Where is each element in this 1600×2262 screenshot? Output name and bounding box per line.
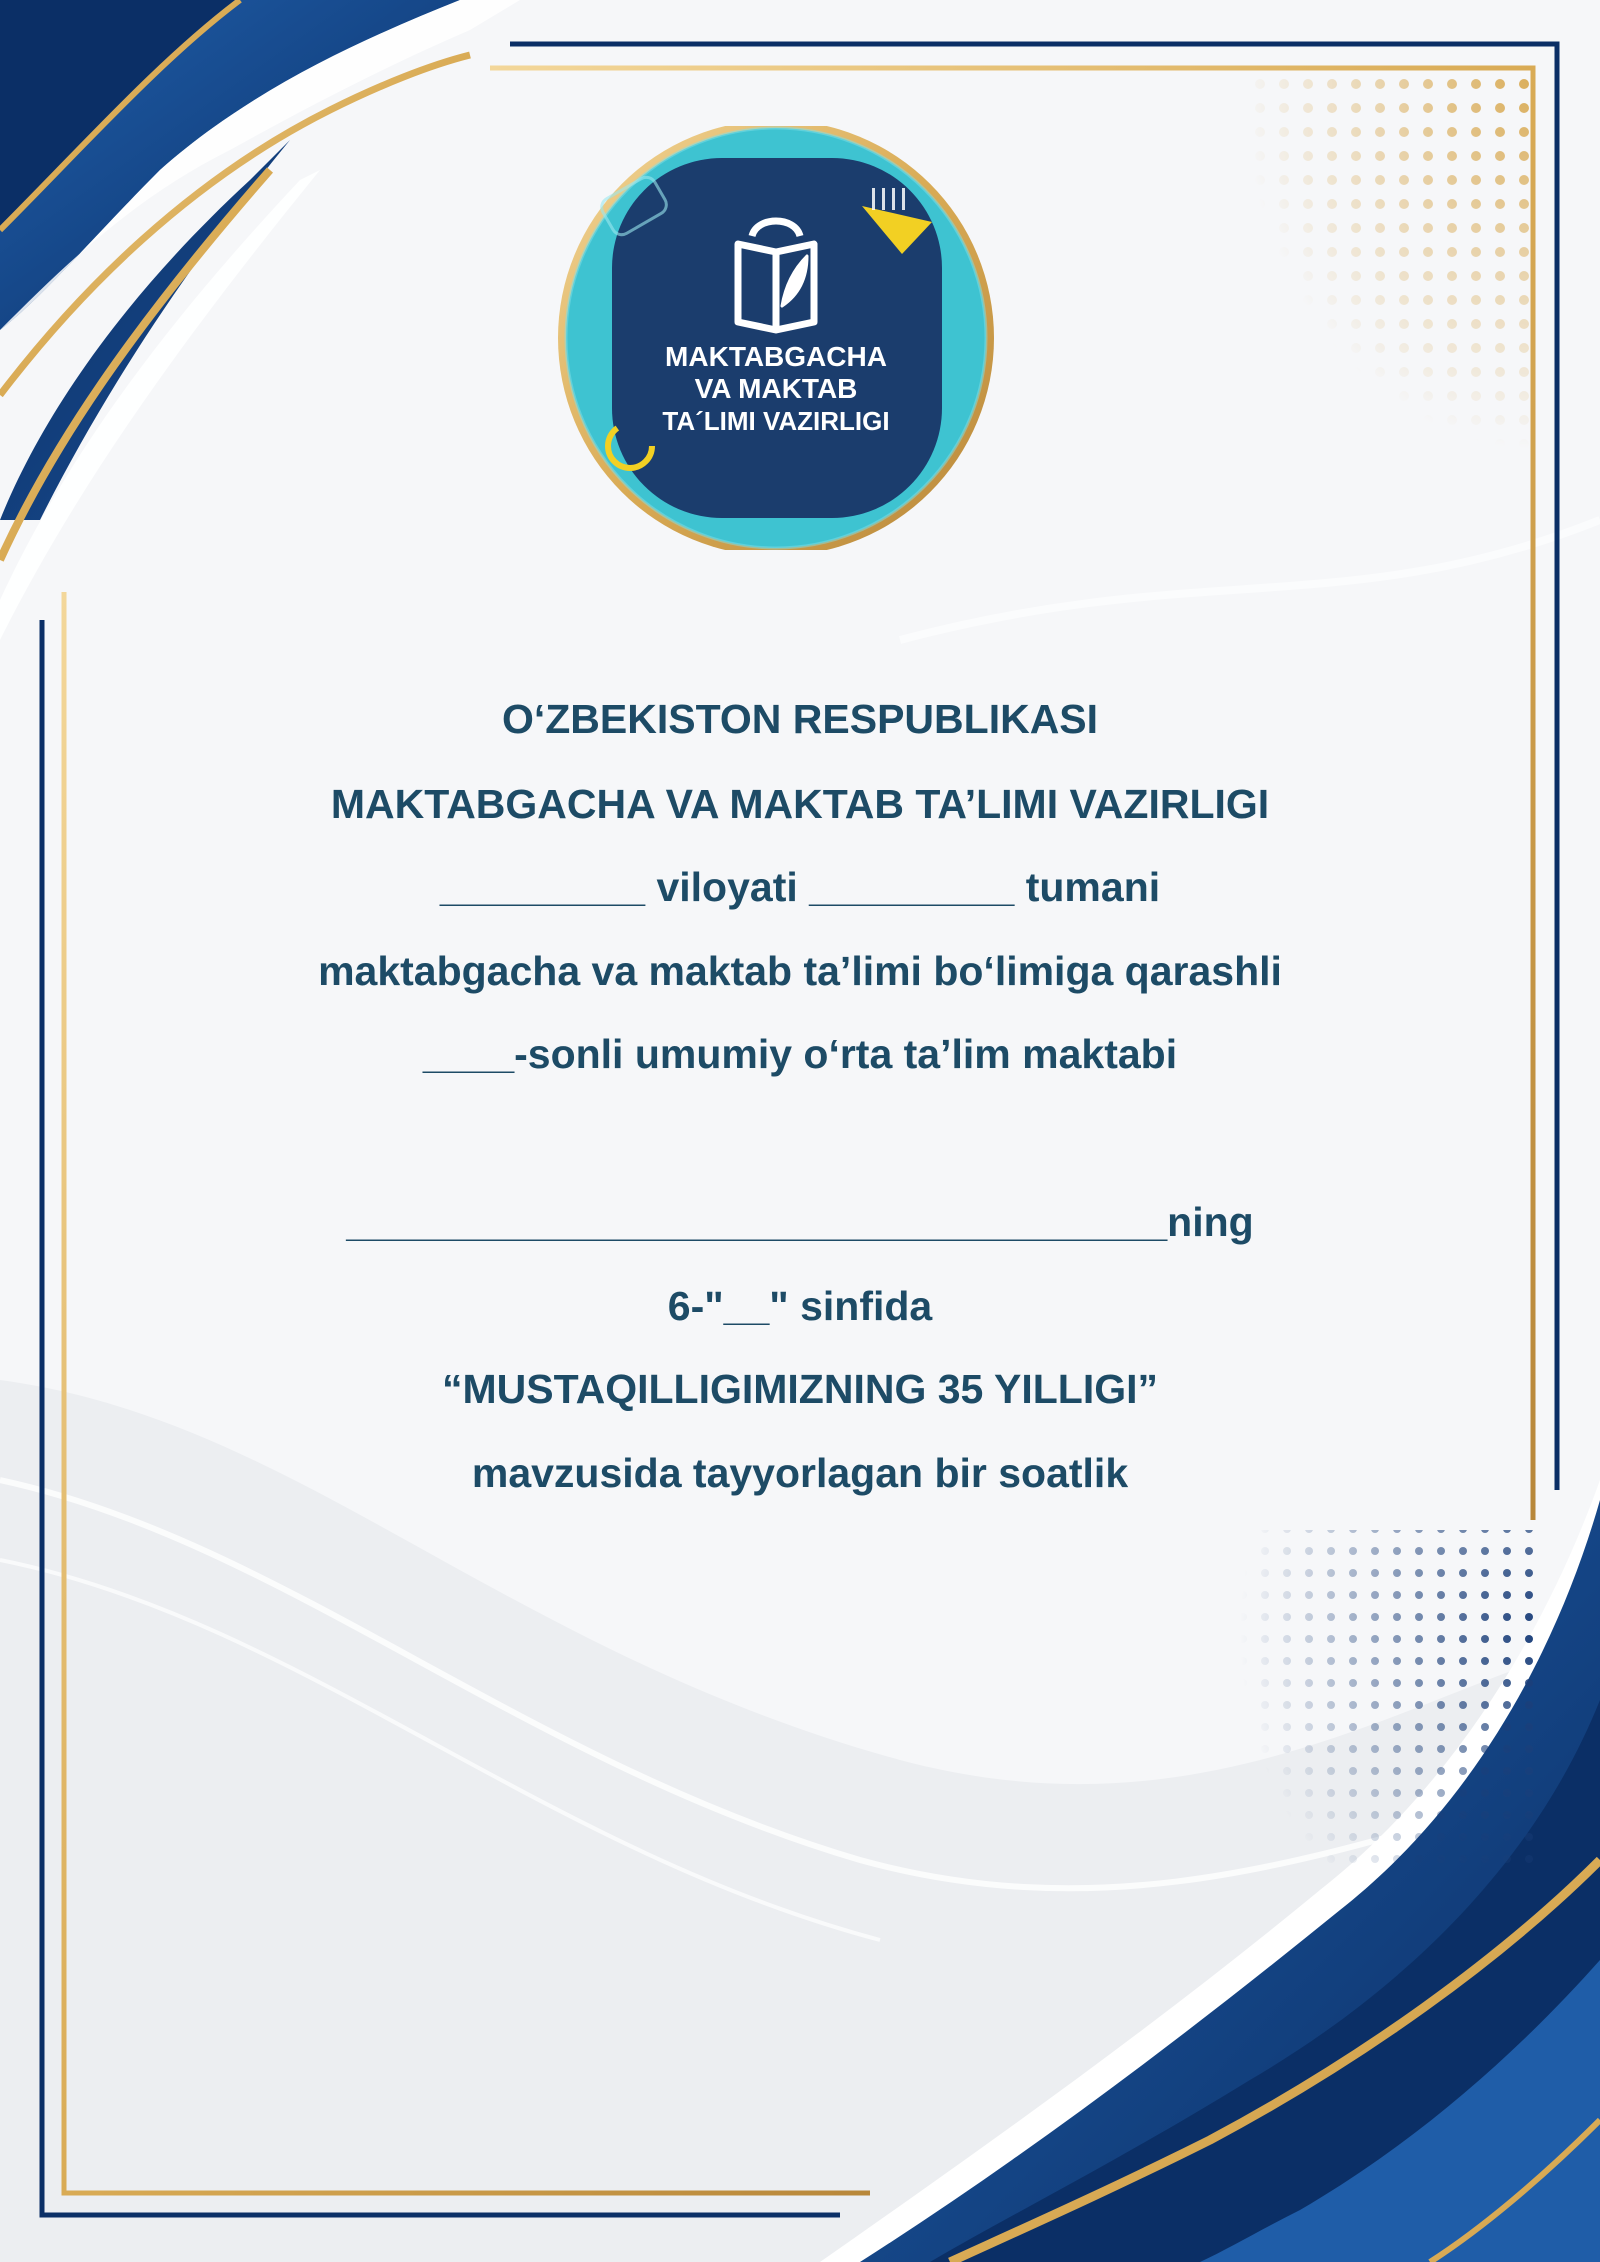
class-line: 6-"__" sinfida xyxy=(667,1283,933,1329)
school-line: ____-sonli umumiy o‘rta ta’lim maktabi xyxy=(422,1031,1178,1077)
heading-ministry: MAKTABGACHA VA MAKTAB TA’LIMI VAZIRLIGI xyxy=(330,781,1270,827)
region-district-line: _________ viloyati _________ tumani xyxy=(439,864,1161,910)
author-name-line: ____________________________________ning xyxy=(346,1199,1254,1245)
logo-line-1: MAKTABGACHA xyxy=(665,341,887,372)
description-line: mavzusida tayyorlagan bir soatlik xyxy=(471,1450,1129,1496)
topic-title: “MUSTAQILLIGIMIZNING 35 YILLIGI” xyxy=(442,1366,1158,1412)
logo-line-3: TA´LIMI VAZIRLIGI xyxy=(662,406,890,436)
heading-country: O‘ZBEKISTON RESPUBLIKASI xyxy=(501,696,1099,742)
department-line: maktabgacha va maktab ta’limi bo‘limiga qarashli xyxy=(318,948,1282,994)
ministry-logo xyxy=(552,126,1000,550)
logo-line-2: VA MAKTAB xyxy=(694,373,858,404)
